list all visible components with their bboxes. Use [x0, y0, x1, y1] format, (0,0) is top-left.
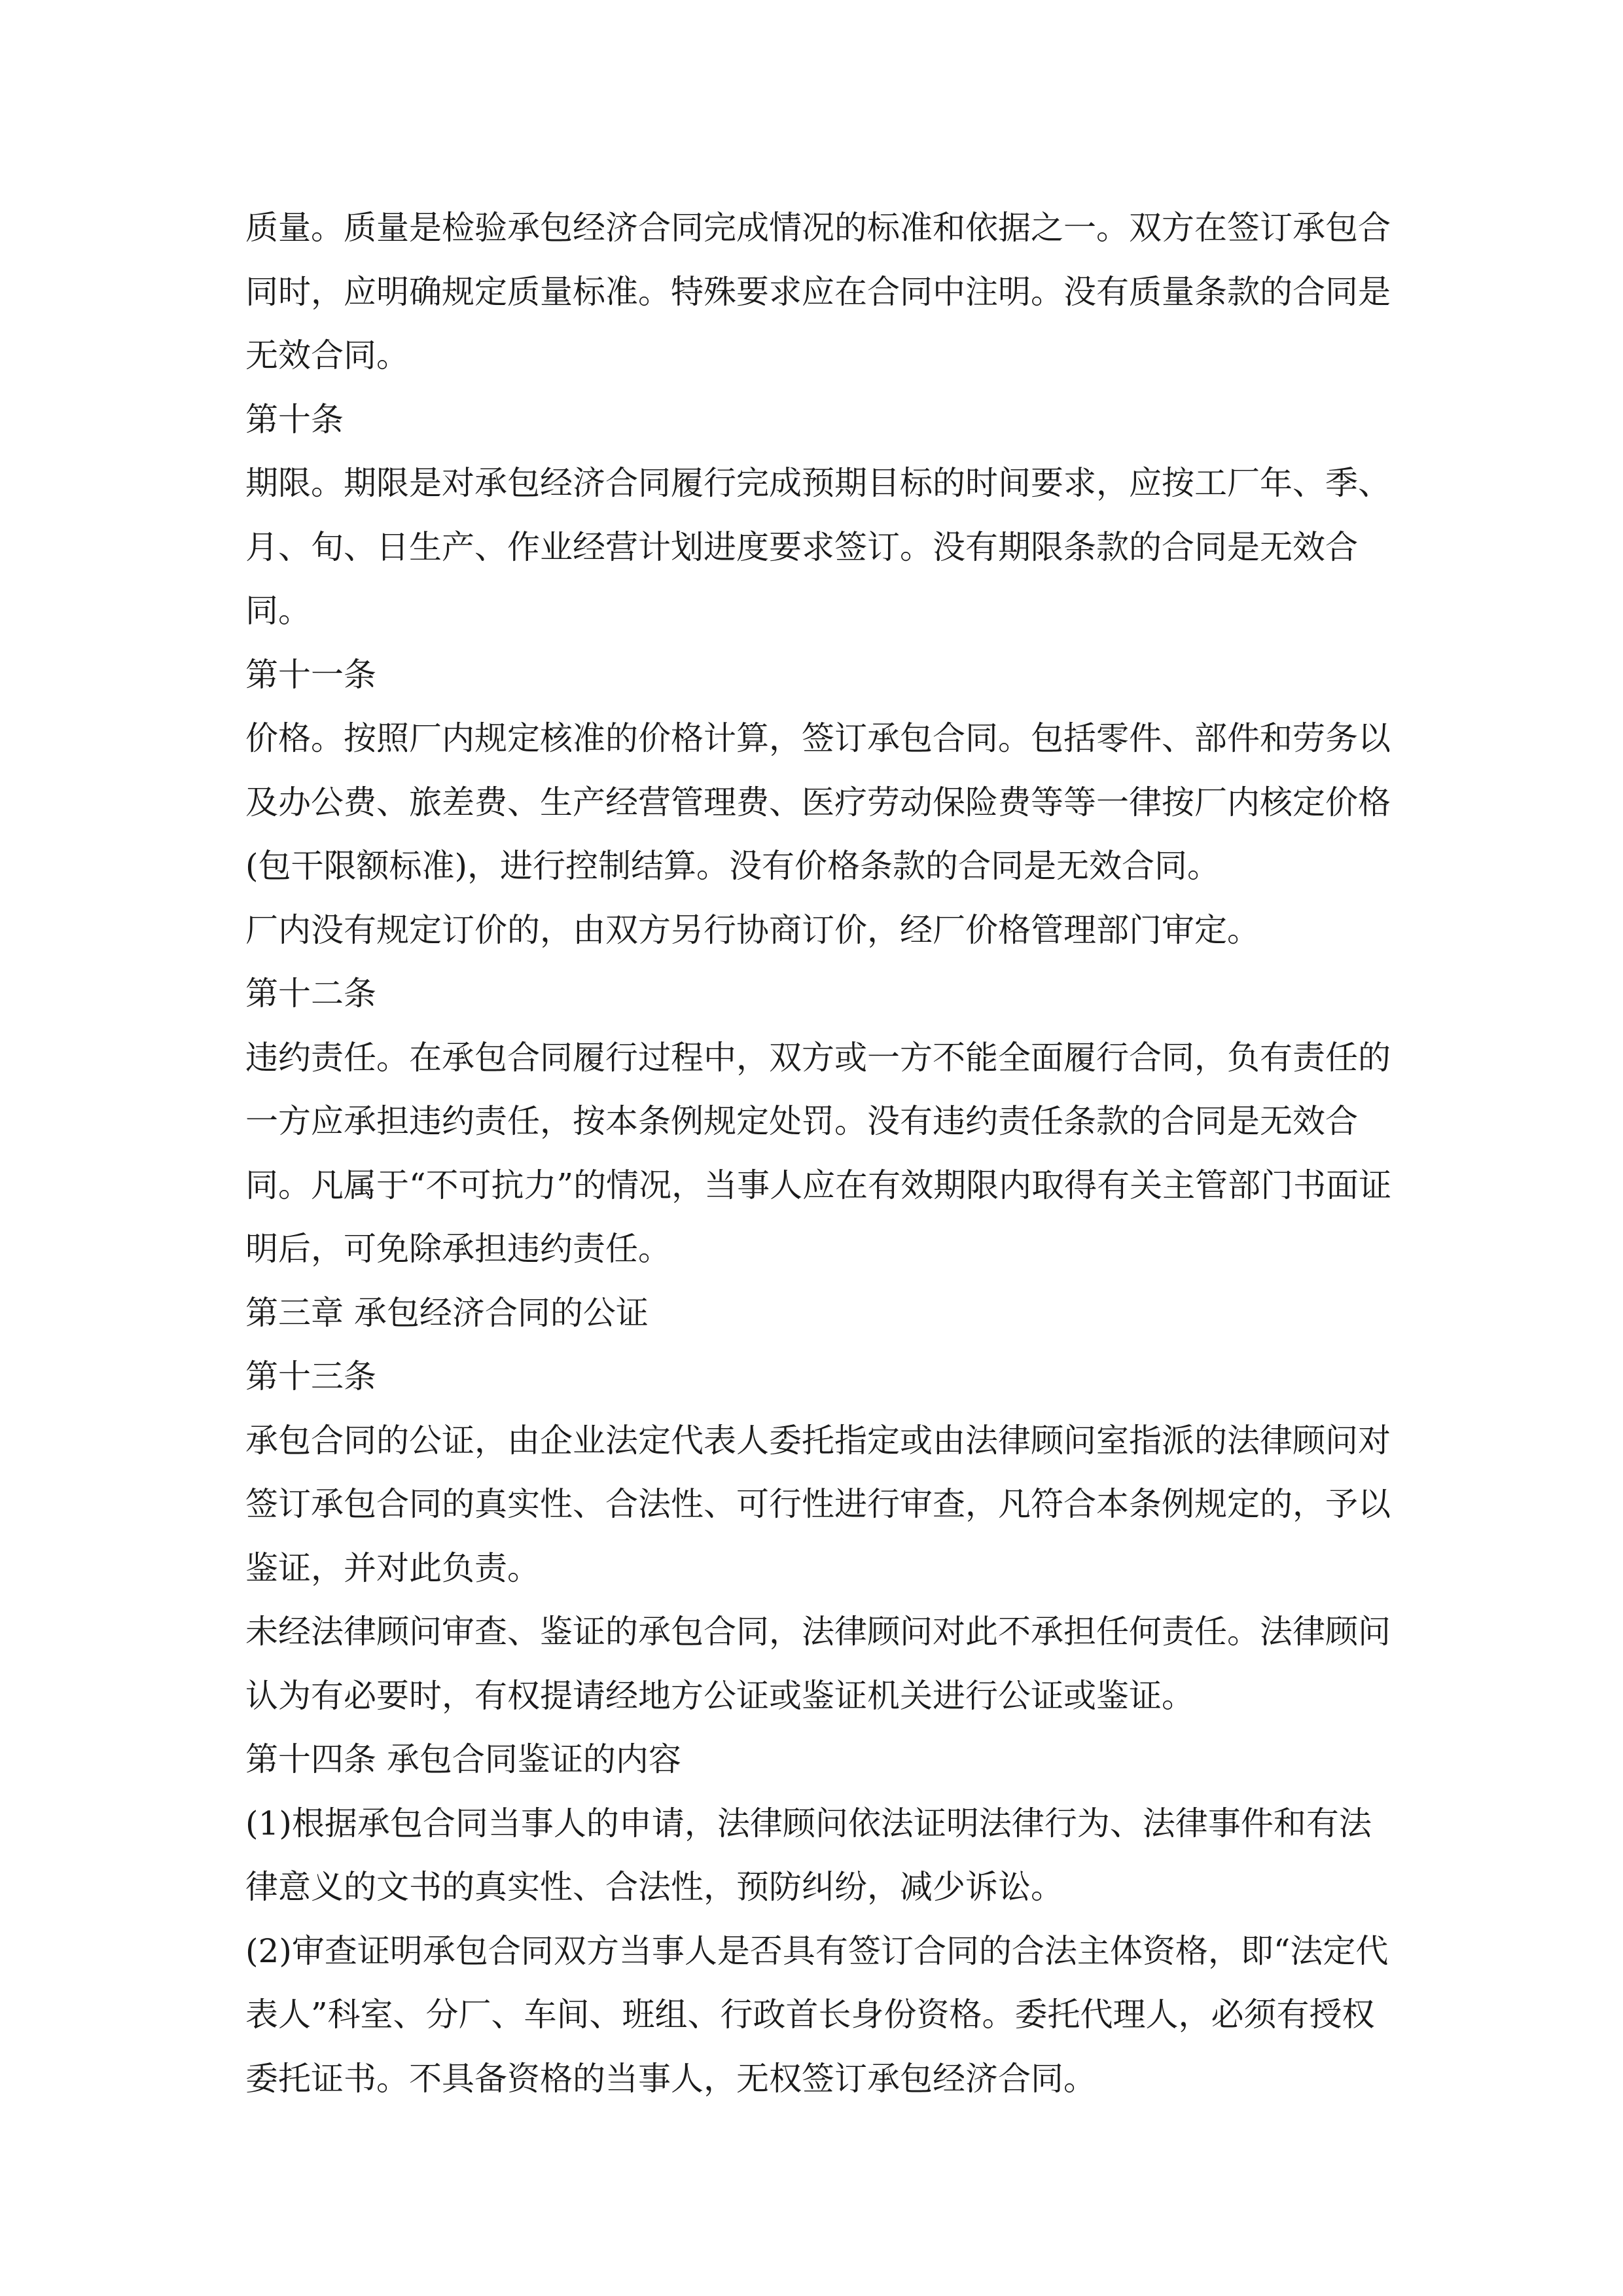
- list-item-1: (1)根据承包合同当事人的申请，法律顾问依法证明法律行为、法律事件和有法律意义的文书的真实性、合法性，预防纠纷，减少诉讼。: [245, 1804, 1372, 1906]
- article-12-heading: 第十二条: [245, 975, 376, 1013]
- paragraph-breach-liability: 违约责任。在承包合同履行过程中，双方或一方不能全面履行合同，负有责任的一方应承担违约责任，按本条例规定处罚。没有违约责任条款的合同是无效合同。凡属于“不可抗力”的情况，当事人应在有效期限内取得有关主管部门书面证明后，可免除承担违约责任。: [245, 1038, 1392, 1268]
- chapter-3-heading: 第三章 承包经济合同的公证: [245, 1293, 649, 1332]
- paragraph-price-negotiation: 厂内没有规定订价的，由双方另行协商订价，经厂价格管理部门审定。: [245, 910, 1260, 949]
- paragraph-notarization: 承包合同的公证，由企业法定代表人委托指定或由法律顾问室指派的法律顾问对签订承包合同的真实性、合法性、可行性进行审查，凡符合本条例规定的，予以鉴证，并对此负责。: [245, 1421, 1391, 1587]
- paragraph-unverified-contract: 未经法律顾问审查、鉴证的承包合同，法律顾问对此不承担任何责任。法律顾问认为有必要时，有权提请经地方公证或鉴证机关进行公证或鉴证。: [245, 1613, 1391, 1715]
- article-11-heading: 第十一条: [245, 655, 376, 694]
- paragraph-price: 价格。按照厂内规定核准的价格计算，签订承包合同。包括零件、部件和劳务以及办公费、旅差费、生产经营管理费、医疗劳动保险费等等一律按厂内核定价格(包干限额标准)，进行控制结算。没有价格条款的合同是无效合同。: [245, 719, 1391, 885]
- paragraph-quality: 质量。质量是检验承包经济合同完成情况的标准和依据之一。双方在签订承包合同时，应明确规定质量标准。特殊要求应在合同中注明。没有质量条款的合同是无效合同。: [245, 209, 1391, 374]
- list-item-2: (2)审查证明承包合同双方当事人是否具有签订合同的合法主体资格，即“法定代表人”科室、分厂、车间、班组、行政首长身份资格。委托代理人，必须有授权委托证书。不具备资格的当事人，无权签订承包经济合同。: [245, 1931, 1389, 2098]
- article-13-heading: 第十三条: [245, 1357, 376, 1395]
- document-body: [245, 196, 1397, 2111]
- paragraph-term: 期限。期限是对承包经济合同履行完成预期目标的时间要求，应按工厂年、季、月、旬、日生产、作业经营计划进度要求签订。没有期限条款的合同是无效合同。: [245, 464, 1391, 630]
- article-10-heading: 第十条: [245, 400, 344, 439]
- article-14-heading: 第十四条 承包合同鉴证的内容: [245, 1740, 681, 1778]
